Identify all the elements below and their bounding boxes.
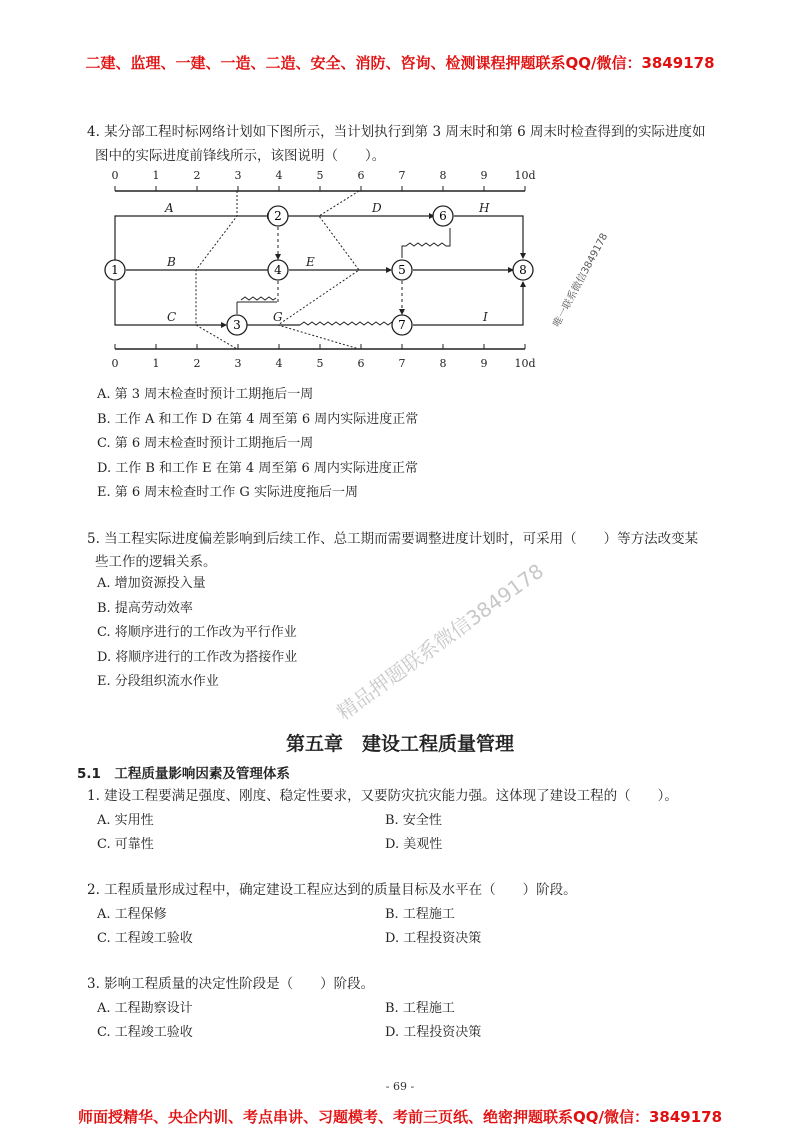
activity-label: C xyxy=(167,310,177,324)
axis-tick-label: 3 xyxy=(234,357,242,370)
network-node-label: 6 xyxy=(439,209,447,223)
side-watermark: 唯一联系微信3849178 xyxy=(551,231,611,330)
q4-option-d: D. 工作 B 和工作 E 在第 4 周至第 6 周内实际进度正常 xyxy=(97,460,418,476)
watermark: 精品押题联系微信3849178 xyxy=(332,558,548,725)
footer-ad: 师面授精华、央企内训、考点串讲、习题模考、考前三页纸、绝密押题联系QQ/微信：3849178 xyxy=(77,1108,723,1126)
q4-stem-line2: 图中的实际进度前锋线所示，该图说明（ ）。 xyxy=(95,148,386,164)
q5-option-c: C. 将顺序进行的工作改为平行作业 xyxy=(97,625,297,640)
axis-tick-label: 10d xyxy=(514,357,536,370)
q1-stem: 1. 建设工程要满足强度、刚度、稳定性要求，又要防灾抗灾能力强。这体现了建设工程的（ ）。 xyxy=(87,788,678,804)
axis-tick-label: 8 xyxy=(439,357,447,370)
axis-tick-label: 1 xyxy=(152,169,160,182)
q3-stem: 3. 影响工程质量的决定性阶段是（ ）阶段。 xyxy=(87,976,375,992)
axis-tick-label: 6 xyxy=(357,169,365,182)
q1-option-a: A. 实用性 xyxy=(97,813,154,828)
q1-option-d: D. 美观性 xyxy=(385,837,443,852)
axis-tick-label: 7 xyxy=(398,357,406,370)
q5-option-e: E. 分段组织流水作业 xyxy=(97,674,219,689)
chapter-title: 第五章 建设工程质量管理 xyxy=(285,733,514,755)
activity-label: A xyxy=(165,201,174,215)
q4-option-b: B. 工作 A 和工作 D 在第 4 周至第 6 周内实际进度正常 xyxy=(97,411,419,427)
axis-tick-label: 6 xyxy=(357,357,365,370)
q5-stem-line2: 些工作的逻辑关系。 xyxy=(95,554,217,570)
axis-tick-label: 8 xyxy=(439,169,447,182)
axis-tick-label: 3 xyxy=(234,169,242,182)
network-node-label: 1 xyxy=(111,263,119,277)
axis-tick-label: 10d xyxy=(514,169,536,182)
q1-option-c: C. 可靠性 xyxy=(97,837,154,852)
network-node-label: 3 xyxy=(233,318,241,332)
activity-label: G xyxy=(273,310,283,324)
q3-option-d: D. 工程投资决策 xyxy=(385,1025,482,1040)
axis-tick-label: 1 xyxy=(152,357,160,370)
q2-option-b: B. 工程施工 xyxy=(385,907,455,922)
q1-option-b: B. 安全性 xyxy=(385,813,442,828)
q3-option-b: B. 工程施工 xyxy=(385,1001,455,1016)
q5-option-b: B. 提高劳动效率 xyxy=(97,600,193,616)
q5-option-a: A. 增加资源投入量 xyxy=(97,576,206,591)
axis-tick-label: 7 xyxy=(398,169,406,182)
network-node-label: 4 xyxy=(274,263,282,277)
axis-tick-label: 5 xyxy=(316,169,324,182)
activity-label: H xyxy=(479,201,490,215)
network-node-label: 5 xyxy=(398,263,406,277)
network-node-label: 7 xyxy=(398,318,406,332)
q4-option-e: E. 第 6 周末检查时工作 G 实际进度拖后一周 xyxy=(97,485,358,500)
q2-option-a: A. 工程保修 xyxy=(97,907,167,922)
axis-tick-label: 5 xyxy=(316,357,324,370)
axis-tick-label: 2 xyxy=(193,357,201,370)
activity-label: E xyxy=(306,255,315,269)
q3-option-c: C. 工程竣工验收 xyxy=(97,1025,193,1040)
q4-stem-line1: 4. 某分部工程时标网络计划如下图所示，当计划执行到第 3 周末时和第 6 周末时检查得到的实际进度如 xyxy=(87,124,706,140)
axis-tick-label: 9 xyxy=(480,169,488,182)
activity-label: D xyxy=(372,201,382,215)
activity-label: I xyxy=(483,310,488,324)
section-title: 5.1 工程质量影响因素及管理体系 xyxy=(77,766,290,782)
q5-option-d: D. 将顺序进行的工作改为搭接作业 xyxy=(97,649,298,665)
q2-option-c: C. 工程竣工验收 xyxy=(97,931,193,946)
axis-tick-label: 0 xyxy=(111,169,119,182)
q4-option-a: A. 第 3 周末检查时预计工期拖后一周 xyxy=(97,387,314,402)
network-diagram xyxy=(95,163,545,373)
q2-stem: 2. 工程质量形成过程中，确定建设工程应达到的质量目标及水平在（ ）阶段。 xyxy=(87,882,577,898)
axis-tick-label: 4 xyxy=(275,357,283,370)
axis-tick-label: 9 xyxy=(480,357,488,370)
page-number: - 69 - xyxy=(385,1080,415,1093)
axis-tick-label: 2 xyxy=(193,169,201,182)
network-node-label: 2 xyxy=(274,209,282,223)
q4-option-c: C. 第 6 周末检查时预计工期拖后一周 xyxy=(97,436,314,451)
axis-tick-label: 4 xyxy=(275,169,283,182)
network-node-label: 8 xyxy=(519,263,527,277)
header-ad: 二建、监理、一建、一造、二造、安全、消防、咨询、检测课程押题联系QQ/微信：3849178 xyxy=(85,54,715,72)
q5-stem-line1: 5. 当工程实际进度偏差影响到后续工作、总工期而需要调整进度计划时，可采用（ ）等方法改变某 xyxy=(87,531,699,547)
activity-label: B xyxy=(167,255,176,269)
axis-tick-label: 0 xyxy=(111,357,119,370)
q2-option-d: D. 工程投资决策 xyxy=(385,931,482,946)
q3-option-a: A. 工程勘察设计 xyxy=(97,1001,193,1016)
